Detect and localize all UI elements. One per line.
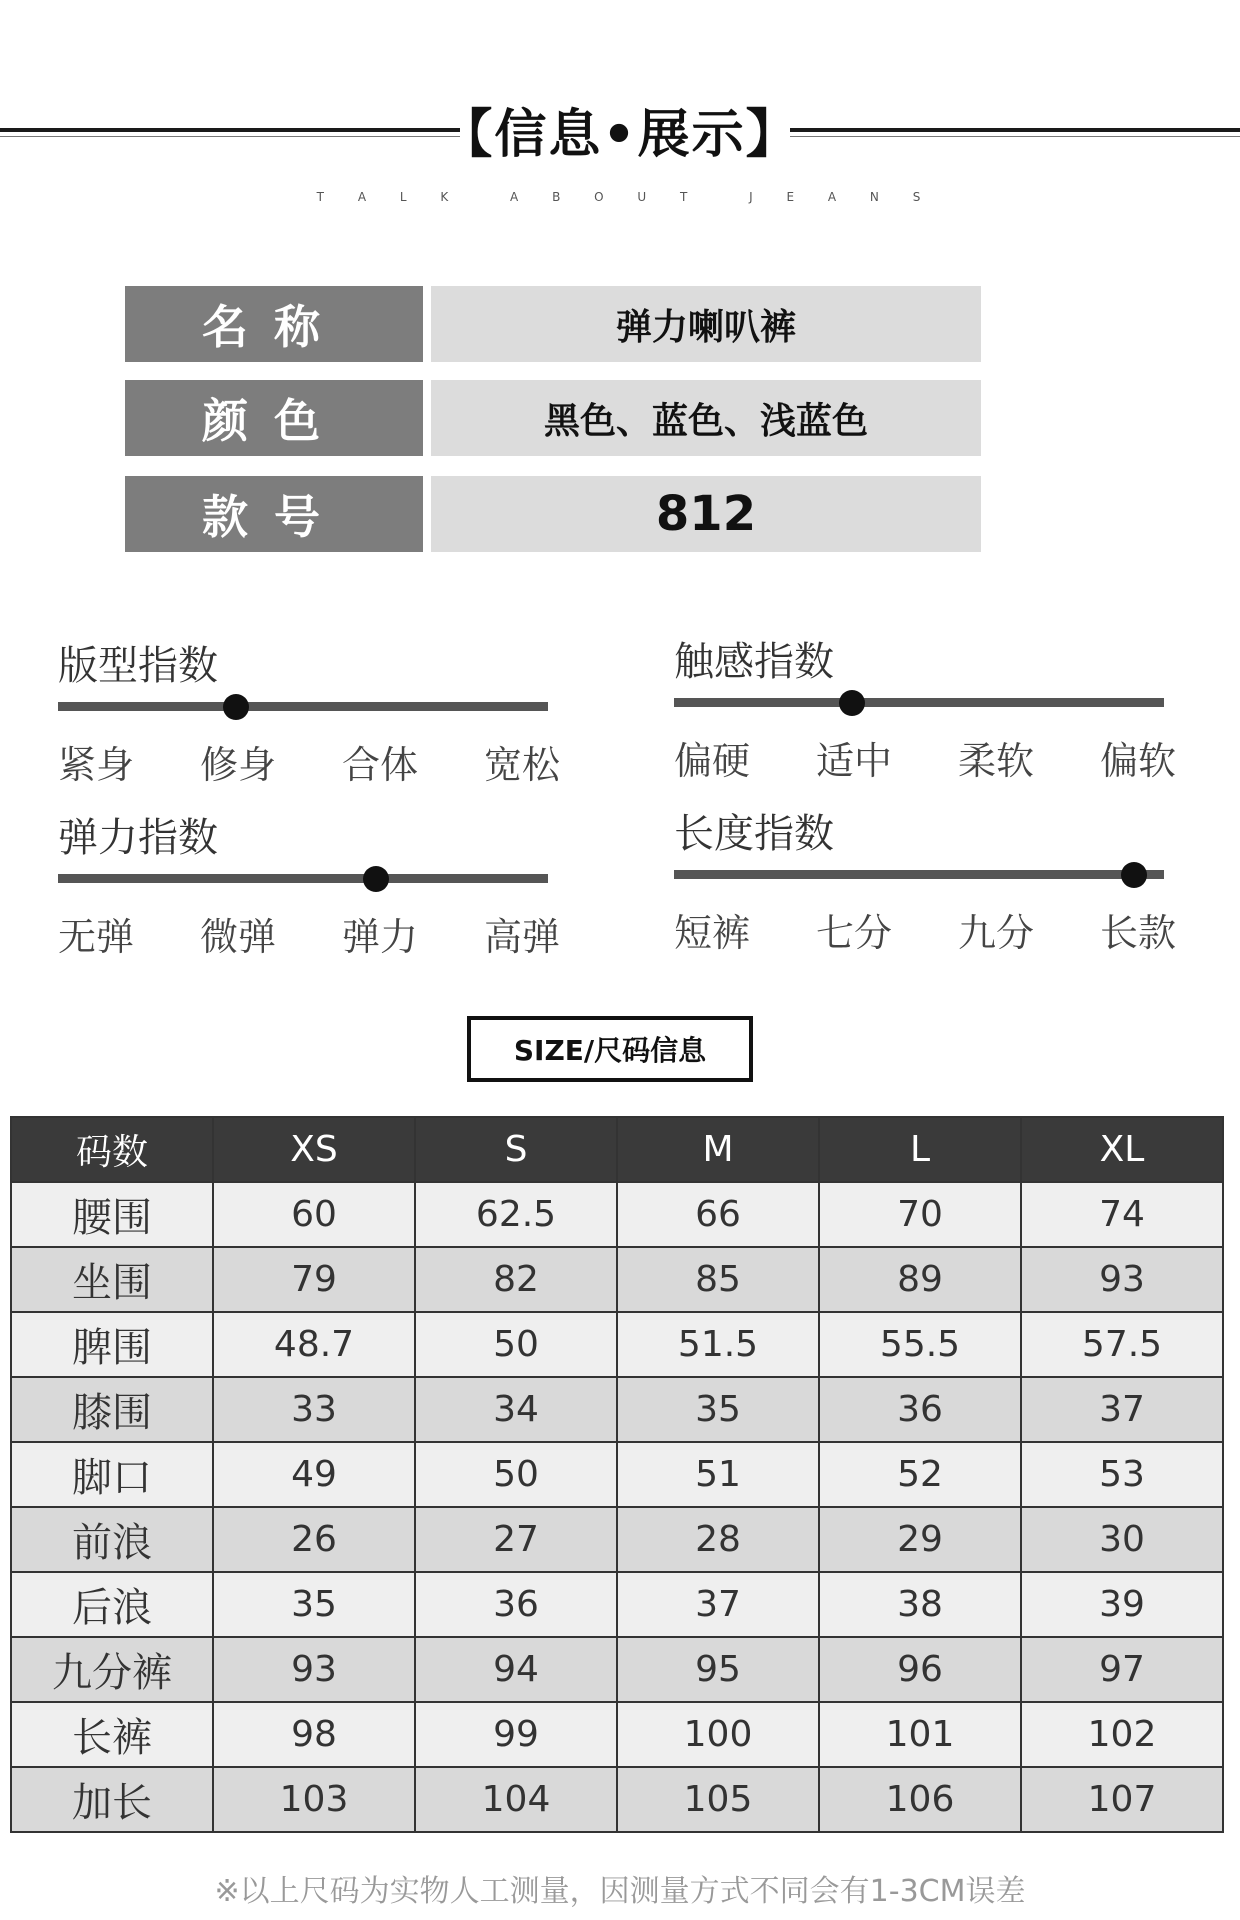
table-cell: 98 (213, 1702, 415, 1767)
table-row (11, 1507, 1223, 1572)
row-header: 脚口 (11, 1442, 213, 1507)
index-track (674, 698, 1164, 707)
index-stretch (58, 806, 578, 959)
row-header: 后浪 (11, 1572, 213, 1637)
index-title: 长度指数 (674, 811, 834, 857)
row-header: 腰围 (11, 1182, 213, 1247)
column-header: S (415, 1117, 617, 1182)
index-option: 合体 (342, 743, 419, 787)
table-cell: 85 (617, 1247, 819, 1312)
table-cell: 66 (617, 1182, 819, 1247)
index-fit (58, 634, 578, 787)
table-cell: 74 (1021, 1182, 1223, 1247)
index-option: 无弹 (58, 915, 135, 959)
table-cell: 38 (819, 1572, 1021, 1637)
index-option: 七分 (816, 911, 893, 955)
table-cell: 48.7 (213, 1312, 415, 1377)
table-cell: 57.5 (1021, 1312, 1223, 1377)
subtitle-word: A B O U T (510, 190, 691, 204)
table-row (11, 1312, 1223, 1377)
index-option: 宽松 (484, 743, 561, 787)
table-row (11, 1377, 1223, 1442)
table-cell: 51 (617, 1442, 819, 1507)
row-header: 加长 (11, 1767, 213, 1832)
table-row (11, 1442, 1223, 1507)
column-header: L (819, 1117, 1021, 1182)
table-cell: 50 (415, 1312, 617, 1377)
row-header: 膝围 (11, 1377, 213, 1442)
table-cell: 93 (213, 1637, 415, 1702)
table-cell: 106 (819, 1767, 1021, 1832)
size-table (10, 1116, 1224, 1833)
size-info-tag: SIZE/尺码信息 (467, 1016, 753, 1082)
index-option: 柔软 (958, 739, 1035, 783)
info-row-style-number (125, 476, 981, 552)
index-option: 修身 (200, 743, 277, 787)
index-title: 版型指数 (58, 643, 218, 689)
table-cell: 28 (617, 1507, 819, 1572)
table-cell: 89 (819, 1247, 1021, 1312)
index-length (674, 802, 1194, 955)
table-cell: 107 (1021, 1767, 1223, 1832)
table-cell: 50 (415, 1442, 617, 1507)
table-cell: 29 (819, 1507, 1021, 1572)
table-cell: 102 (1021, 1702, 1223, 1767)
table-cell: 70 (819, 1182, 1021, 1247)
row-header: 坐围 (11, 1247, 213, 1312)
index-track (58, 874, 548, 883)
index-option: 偏软 (1100, 739, 1177, 783)
index-option: 紧身 (58, 743, 135, 787)
index-marker (223, 694, 249, 720)
table-cell: 99 (415, 1702, 617, 1767)
index-marker (363, 866, 389, 892)
table-cell: 51.5 (617, 1312, 819, 1377)
table-cell: 104 (415, 1767, 617, 1832)
table-row (11, 1767, 1223, 1832)
table-cell: 53 (1021, 1442, 1223, 1507)
measurement-footnote: ※以上尺码为实物人工测量，因测量方式不同会有1-3CM误差 (214, 1874, 1026, 1909)
index-option: 弹力 (342, 915, 419, 959)
table-cell: 49 (213, 1442, 415, 1507)
table-cell: 26 (213, 1507, 415, 1572)
row-header: 脾围 (11, 1312, 213, 1377)
index-touch (674, 630, 1194, 783)
row-header: 前浪 (11, 1507, 213, 1572)
info-key: 款号 (125, 476, 423, 552)
table-header-row (11, 1117, 1223, 1182)
section-subtitle (0, 190, 1240, 204)
index-title: 弹力指数 (58, 815, 218, 861)
index-option: 微弹 (200, 915, 277, 959)
table-row (11, 1702, 1223, 1767)
table-cell: 52 (819, 1442, 1021, 1507)
table-cell: 36 (819, 1377, 1021, 1442)
column-header: XL (1021, 1117, 1223, 1182)
info-row-name (125, 286, 981, 362)
index-track (58, 702, 548, 711)
info-key: 颜色 (125, 380, 423, 456)
row-header: 九分裤 (11, 1637, 213, 1702)
table-cell: 60 (213, 1182, 415, 1247)
column-header: 码数 (11, 1117, 213, 1182)
table-cell: 27 (415, 1507, 617, 1572)
index-option: 高弹 (484, 915, 561, 959)
index-marker (839, 690, 865, 716)
table-cell: 55.5 (819, 1312, 1021, 1377)
row-header: 长裤 (11, 1702, 213, 1767)
table-cell: 97 (1021, 1637, 1223, 1702)
info-row-color (125, 380, 981, 456)
table-row (11, 1572, 1223, 1637)
column-header: XS (213, 1117, 415, 1182)
table-cell: 37 (1021, 1377, 1223, 1442)
column-header: M (617, 1117, 819, 1182)
index-option: 短裤 (674, 911, 751, 955)
table-cell: 36 (415, 1572, 617, 1637)
table-cell: 39 (1021, 1572, 1223, 1637)
table-cell: 34 (415, 1377, 617, 1442)
table-cell: 37 (617, 1572, 819, 1637)
table-cell: 96 (819, 1637, 1021, 1702)
index-option: 适中 (816, 739, 893, 783)
table-row (11, 1247, 1223, 1312)
table-cell: 100 (617, 1702, 819, 1767)
subtitle-word: T A L K (316, 190, 452, 204)
info-value: 黑色、蓝色、浅蓝色 (431, 380, 981, 456)
index-option: 长款 (1100, 911, 1177, 955)
info-value: 弹力喇叭裤 (431, 286, 981, 362)
table-cell: 101 (819, 1702, 1021, 1767)
table-cell: 35 (617, 1377, 819, 1442)
table-row (11, 1637, 1223, 1702)
table-cell: 35 (213, 1572, 415, 1637)
table-cell: 105 (617, 1767, 819, 1832)
table-cell: 93 (1021, 1247, 1223, 1312)
table-cell: 82 (415, 1247, 617, 1312)
index-track (674, 870, 1164, 879)
table-cell: 94 (415, 1637, 617, 1702)
subtitle-word: J E A N S (749, 190, 924, 204)
info-key: 名称 (125, 286, 423, 362)
index-marker (1121, 862, 1147, 888)
table-cell: 62.5 (415, 1182, 617, 1247)
index-option: 偏硬 (674, 739, 751, 783)
table-cell: 30 (1021, 1507, 1223, 1572)
index-title: 触感指数 (674, 639, 834, 685)
table-cell: 79 (213, 1247, 415, 1312)
table-cell: 33 (213, 1377, 415, 1442)
section-title: 【信息•展示】 (440, 105, 800, 165)
table-cell: 95 (617, 1637, 819, 1702)
table-cell: 103 (213, 1767, 415, 1832)
index-option: 九分 (958, 911, 1035, 955)
table-row (11, 1182, 1223, 1247)
info-value: 812 (431, 476, 981, 552)
